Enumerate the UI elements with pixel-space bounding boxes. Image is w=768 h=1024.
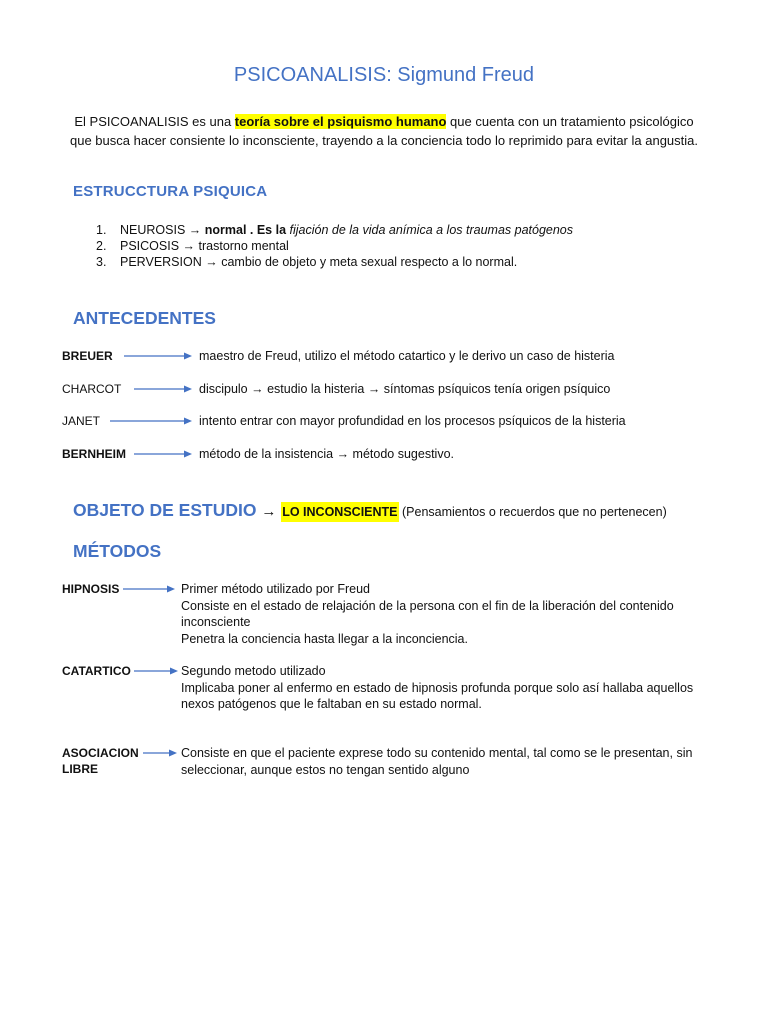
metodo-description [181, 745, 726, 778]
right-arrow-icon [110, 416, 192, 426]
intro-paragraph [70, 113, 698, 150]
metodo-line: Consiste en el estado de relajación de la persona con el fin de la liberación del contenido inconsciente [181, 598, 674, 629]
right-arrow-icon [123, 584, 175, 594]
metodo-line: Implicaba poner al enfermo en estado de hipnosis profunda porque solo así hallaba aquellos nexos patógenos que le faltaban en su estado normal. [181, 680, 694, 711]
list-number: 1. [96, 223, 107, 237]
heading-antecedentes: ANTECEDENTES [73, 308, 216, 328]
objeto-de-estudio [73, 500, 667, 521]
list-number: 2. [96, 239, 107, 253]
heading-metodos: MÉTODOS [73, 541, 162, 561]
arrow-glyph: → [188, 223, 202, 237]
antecedente-label: BERNHEIM [62, 447, 127, 461]
antecedente-label: JANET [62, 414, 101, 428]
heading-objeto: OBJETO DE ESTUDIO [73, 500, 257, 520]
metodo-label: HIPNOSIS [62, 582, 120, 596]
estructura-list [96, 222, 573, 270]
list-term: PERVERSION [120, 255, 202, 269]
intro-highlight: teoría sobre el psiquismo humano [234, 114, 447, 129]
metodo-line: Consiste en que el paciente exprese todo su contenido mental, tal como se le presentan, sin seleccionar, aunque estos no tengan sentido alguno [181, 746, 693, 777]
intro-text-before: El PSICOANALISIS es una [74, 114, 235, 129]
list-rest: normal . Es la [201, 223, 290, 237]
metodo-label-line: ASOCIACION [62, 746, 139, 760]
objeto-paren: (Pensamientos o recuerdos que no pertenecen) [398, 505, 667, 519]
heading-estructura: ESTRUCCTURA PSIQUICA [73, 183, 268, 200]
arrow-glyph: → [182, 239, 196, 253]
list-rest: cambio de objeto y meta sexual respecto a lo normal. [217, 255, 518, 269]
metodo-line: Penetra la conciencia hasta llegar a la inconciencia. [181, 631, 468, 646]
metodo-label [62, 745, 139, 777]
list-item [96, 254, 573, 270]
objeto-highlight: LO INCONSCIENTE [281, 502, 398, 522]
list-rest: trastorno mental [195, 239, 289, 253]
metodo-line: Primer método utilizado por Freud [181, 582, 370, 596]
metodo-line: Segundo metodo utilizado [181, 664, 326, 678]
antecedente-text: método de la insistencia → método sugestivo. [199, 447, 454, 461]
antecedente-label: BREUER [62, 349, 113, 363]
arrow-glyph: → [261, 503, 277, 520]
list-term: PSICOSIS [120, 239, 180, 253]
antecedente-label: CHARCOT [62, 382, 122, 396]
right-arrow-icon [134, 666, 178, 676]
right-arrow-icon [134, 384, 192, 394]
metodo-label: CATARTICO [62, 664, 131, 678]
intro-text-after: que cuenta con un tratamiento psicológico que busca hacer consiente lo inconsciente, trayendo a la conciencia todo lo reprimido para evitar la angustia. [70, 114, 698, 148]
list-item [96, 222, 573, 238]
antecedente-text: maestro de Freud, utilizo el método catartico y le derivo un caso de histeria [199, 349, 615, 363]
metodo-label-line: LIBRE [62, 762, 98, 776]
list-number: 3. [96, 255, 107, 269]
right-arrow-icon [134, 449, 192, 459]
arrow-glyph: → [205, 255, 218, 269]
right-arrow-icon [124, 351, 192, 361]
metodo-description [181, 663, 726, 713]
antecedente-text: discipulo → estudio la histeria → síntomas psíquicos tenía origen psíquico [199, 382, 611, 396]
antecedente-text: intento entrar con mayor profundidad en los procesos psíquicos de la histeria [199, 414, 626, 428]
metodo-description [181, 581, 721, 647]
page-title: PSICOANALISIS: Sigmund Freud [233, 64, 535, 86]
list-term: NEUROSIS [120, 223, 186, 237]
list-italic: fijación de la vida anímica a los traumas patógenos [289, 223, 574, 237]
right-arrow-icon [143, 748, 177, 758]
list-item [96, 238, 573, 254]
